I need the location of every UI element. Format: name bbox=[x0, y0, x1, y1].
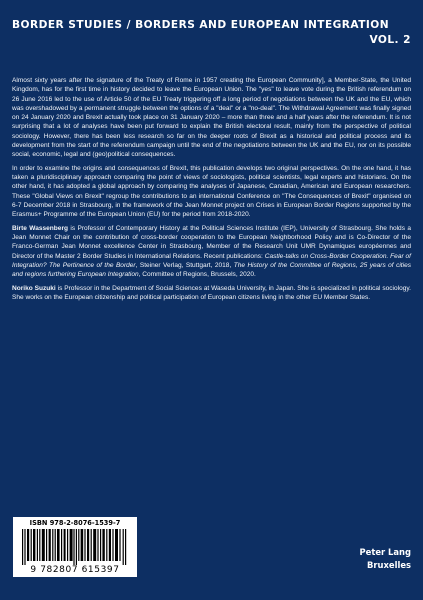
back-cover-text bbox=[12, 76, 411, 307]
publisher-city: Bruxelles bbox=[367, 560, 411, 570]
publisher-name: Peter Lang bbox=[359, 547, 411, 557]
publisher-imprint bbox=[360, 546, 412, 572]
author-name: Noriko Suzuki bbox=[12, 284, 56, 292]
isbn-barcode bbox=[13, 517, 137, 577]
bio-text: is Professor in the Department of Social Sciences at Waseda University, in Japan. She is specialized in political sociology. She works on the European citizenship and political participation of European citizens living in the other EU Member States. bbox=[12, 284, 411, 302]
bio-text: , Committee of Regions, Brussels, 2020. bbox=[138, 271, 256, 279]
author-bio-wassenberg bbox=[12, 224, 411, 280]
publication-title: Castle-talks on Cross-Border Cooperation. Fear of Integration? The Pertinence of the Border bbox=[12, 252, 411, 270]
barcode-icon bbox=[22, 529, 128, 567]
bio-text: is Professor of Contemporary History at the Political Sciences Institute (IEP), University of Strasbourg. She holds a Jean Monnet Chair on the contribution of cross-border cooperation to the European Neighborhood Policy and is Co-Director of the Franco-German Jean Monnet excellence Center in Strasbourg, Member of the Research Unit UMR Dynamiques européennes and Director of the Master 2 Border Studies in International Relations. Recent publications: bbox=[12, 224, 411, 260]
series-title: BORDER STUDIES / BORDERS AND EUROPEAN INTEGRATION bbox=[12, 19, 390, 31]
publication-title: The History of the Committee of Regions, 25 years of cities and regions furthering European Integration bbox=[12, 262, 411, 279]
barcode-number: 9 782807 615397 bbox=[13, 565, 137, 575]
author-name: Birte Wassenberg bbox=[12, 224, 68, 232]
paragraph-intro: Almost sixty years after the signature of the Treaty of Rome in 1957 creating the European Community], a Member-State, the United Kingdom, has for the first time in history decided to leave the European Union. The "yes" to leave vote during the British referendum on 26 June 2016 led to the use of Article 50 of the EU Treaty triggering off a long period of negotiations between the UK and the EU, which was overshadowed by a permanent struggle between the options of a "deal" or a "no-deal". The Withdrawal Agreement was finally signed on 24 January 2020 and Brexit actually took place on 31 January 2020 – more than three and a half years after the referendum. It is not surprising that a lot of analyses have been put forward to explain the British electoral result, mainly from the perspective of political sociology. However, there has been less research so far on the deeper roots of Brexit as a historical and political process and its development from the start of the referendum campaign until the end of the negotiations between the UK and the EU, nor on its possible social, economic, legal and (geo)political consequences. bbox=[12, 77, 411, 159]
paragraph-approach: In order to examine the origins and consequences of Brexit, this publication develops two original perspectives. On the one hand, it has taken a pluridisciplinary approach comparing the point of views of sociologists, political scientists, legal experts and historians. On the other hand, it has adopted a global approach by comparing the analyses of Japanese, Canadian, American and European researchers. These "Global Views on Brexit" regroup the contributions to an international Conference on "The Consequences of Brexit" organised on 6-7 December 2018 in Strasbourg, in the framework of the Jean Monnet project on Crises in European Border Regions supported by the Erasmus+ Programme of the European Union (EU) for the period from 2018-2020. bbox=[12, 164, 411, 219]
isbn-label: ISBN 978-2-8076-1539-7 bbox=[29, 519, 121, 527]
series-header bbox=[0, 0, 423, 48]
volume-label: VOL. 2 bbox=[369, 34, 411, 46]
author-bio-suzuki bbox=[12, 284, 411, 303]
bio-text: , Steiner Verlag, Stuttgart, 2018, bbox=[135, 262, 234, 270]
